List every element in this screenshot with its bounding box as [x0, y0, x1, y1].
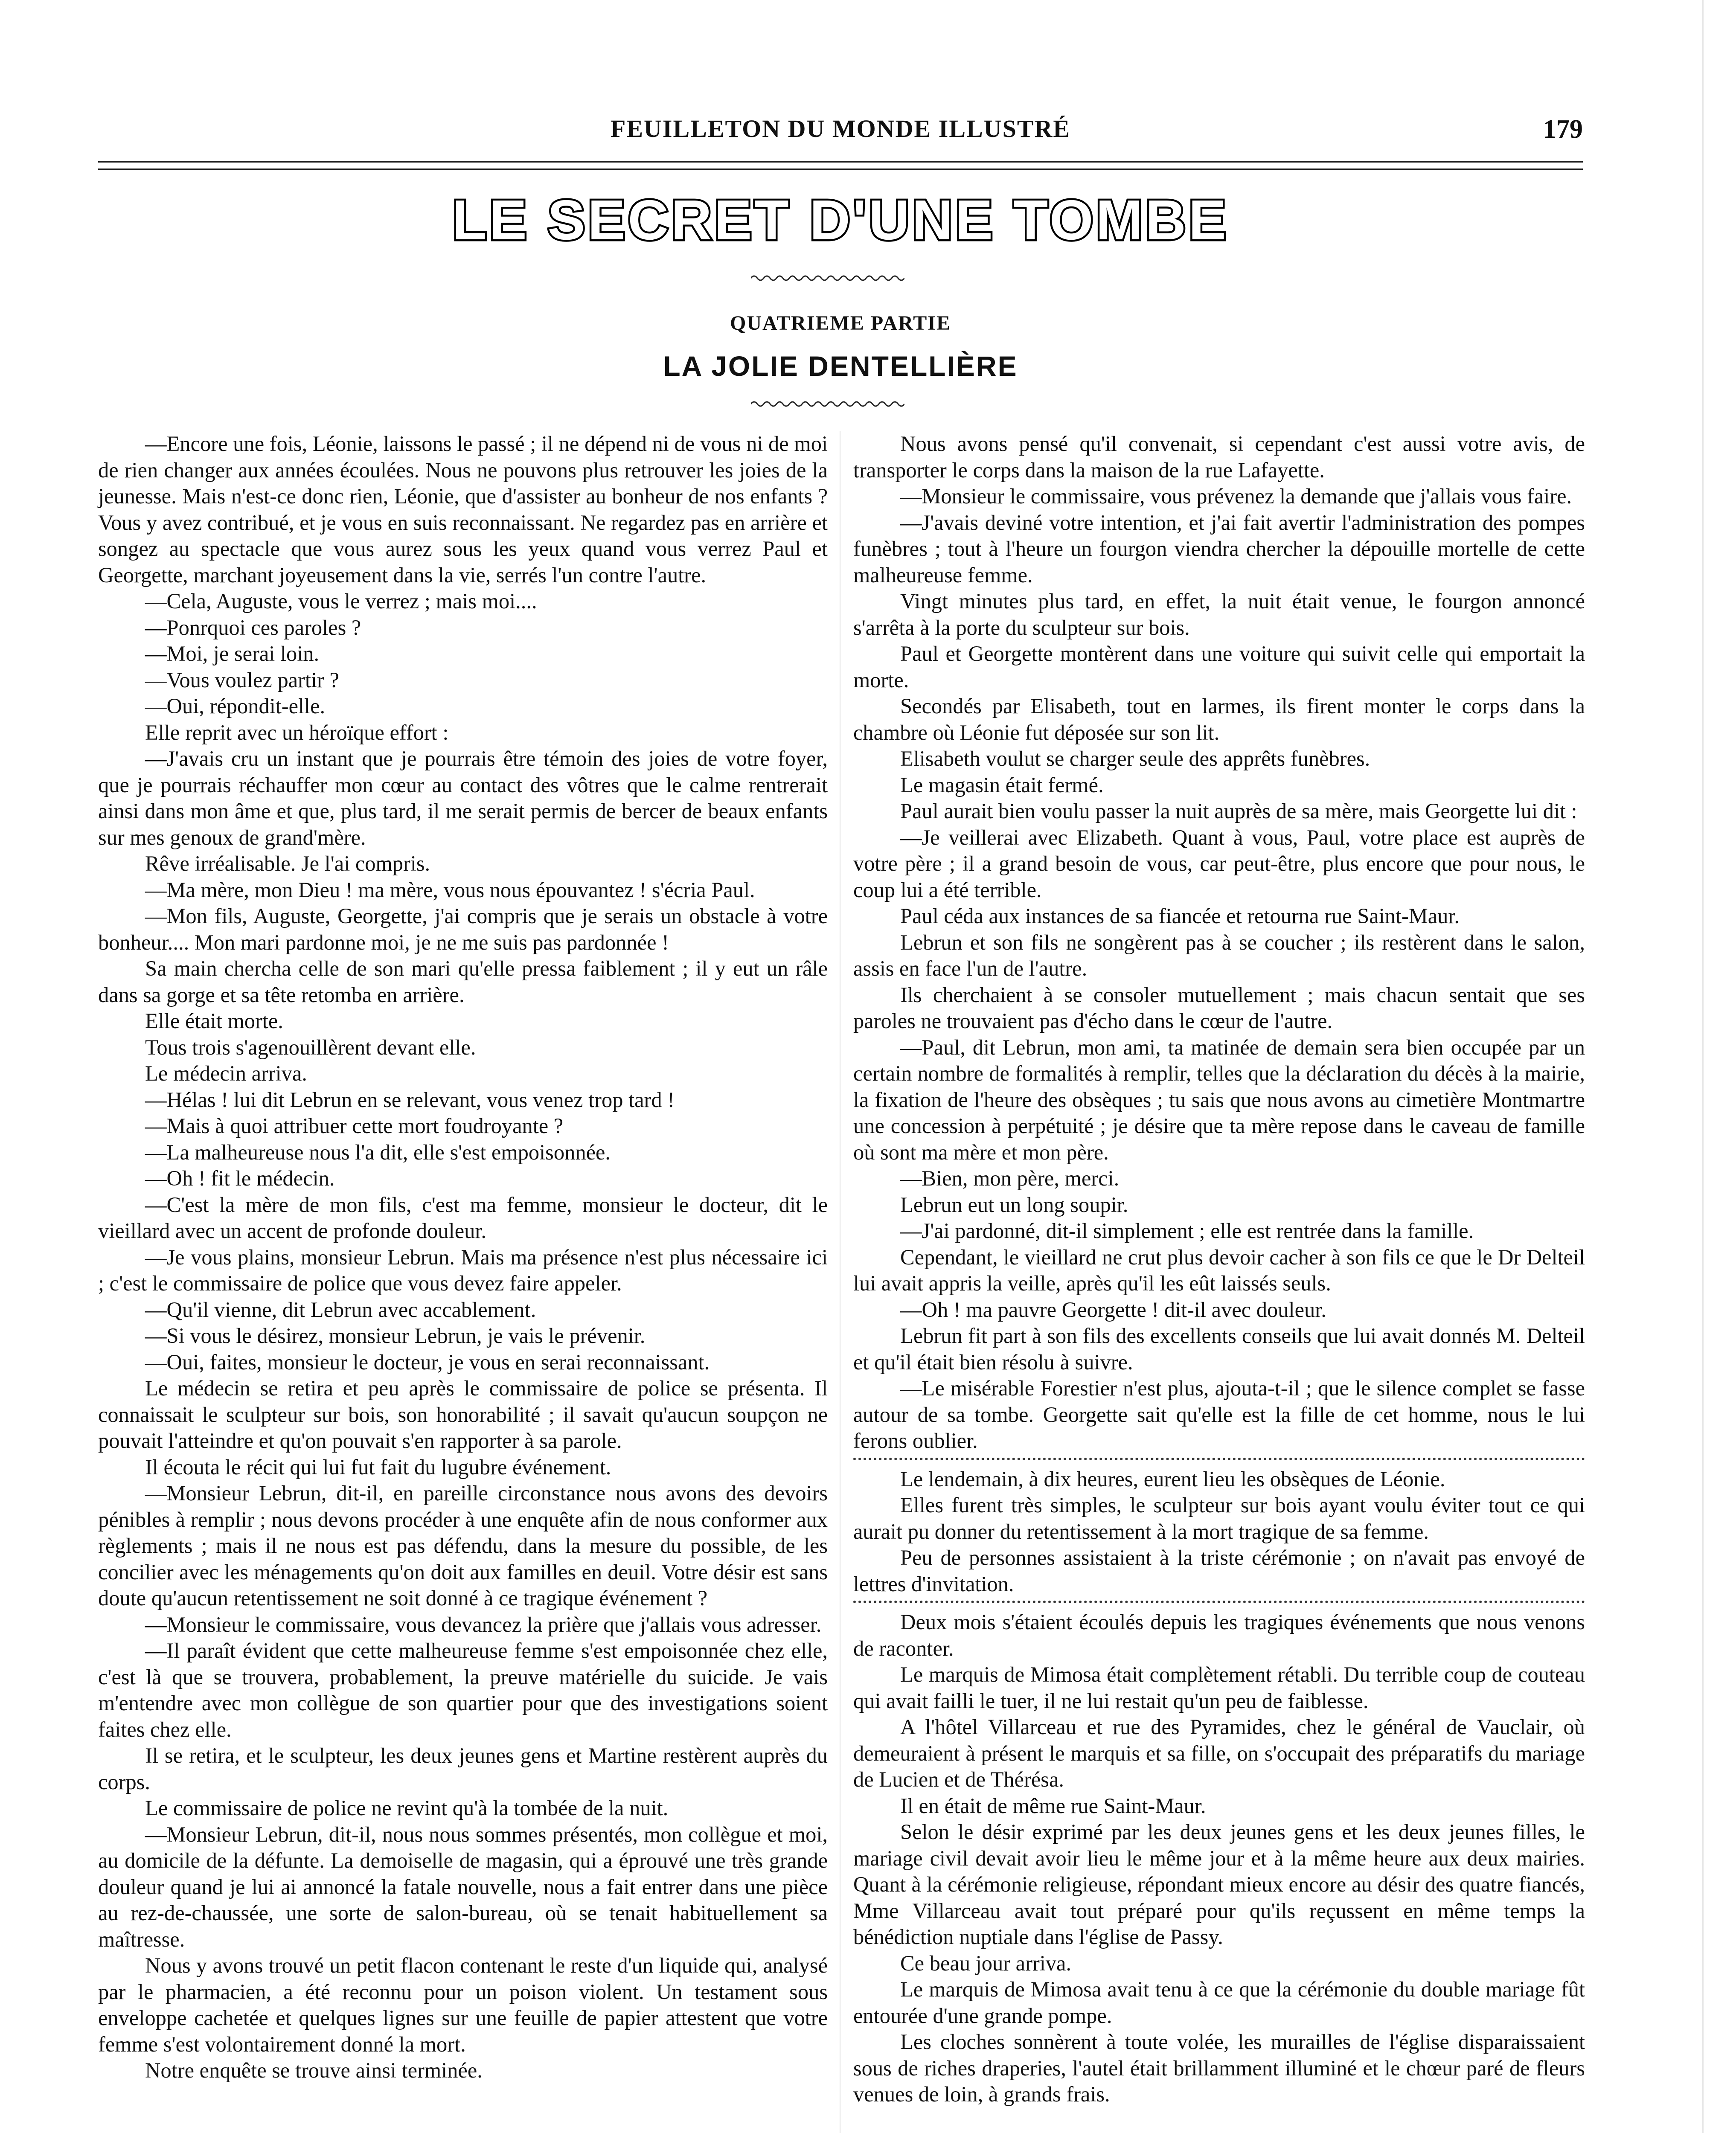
paragraph: Nous y avons trouvé un petit flacon contenant le reste d'un liquide qui, analysé par le pharmacien, a été reconnu pour un poison violent. Un testament sous enveloppe cachetée et quelques lignes sur une feuille de papier attestent que votre femme s'est volontairement donné la mort.: [98, 1953, 828, 2056]
paragraph: Notre enquête se trouve ainsi terminée.: [145, 2058, 483, 2082]
paragraph: —Bien, mon père, merci.: [900, 1166, 1120, 1190]
paragraph: Il écouta le récit qui lui fut fait du lugubre événement.: [145, 1455, 611, 1479]
paragraph: —C'est la mère de mon fils, c'est ma femme, monsieur le docteur, dit le vieillard avec un accent de profonde douleur.: [98, 1192, 828, 1243]
paragraph: —Il paraît évident que cette malheureuse femme s'est empoisonnée chez elle, c'est là que se trouvera, probablement, la preuve matérielle du suicide. Je vais m'entendre avec mon collègue de son quartier pour que des investigations soient faites chez elle.: [98, 1639, 828, 1741]
paragraph: Cependant, le vieillard ne crut plus devoir cacher à son fils ce que le Dr Delteil lui avait appris la veille, après qu'il les eût laissés seuls.: [853, 1245, 1585, 1295]
paragraph: Il se retira, et le sculpteur, les deux jeunes gens et Martine restèrent auprès du corps.: [98, 1744, 828, 1794]
section-dot-separator: [853, 1458, 1585, 1460]
paragraph: —Mon fils, Auguste, Georgette, j'ai compris que je serais un obstacle à votre bonheur.... Mon mari pardonne moi, je ne me suis pas pardonnée !: [98, 904, 828, 954]
paragraph: —Oui, faites, monsieur le docteur, je vous en serai reconnaissant.: [145, 1350, 710, 1374]
paragraph: Peu de personnes assistaient à la triste cérémonie ; on n'avait pas envoyé de lettres d'invitation.: [853, 1546, 1585, 1596]
paragraph: —Je vous plains, monsieur Lebrun. Mais ma présence n'est plus nécessaire ici ; c'est le commissaire de police que vous devez faire appeler.: [98, 1245, 828, 1295]
paragraph: Vingt minutes plus tard, en effet, la nuit était venue, le fourgon annoncé s'arrêta à la porte du sculpteur sur bois.: [853, 589, 1585, 639]
paragraph: Elisabeth voulut se charger seule des apprêts funèbres.: [900, 747, 1370, 770]
paragraph: Les cloches sonnèrent à toute volée, les murailles de l'église disparaissaient sous de riches draperies, l'autel était brillamment illuminé et le chœur paré de fleurs venues de loin, à grands frais.: [853, 2030, 1585, 2106]
paragraph: —Monsieur Lebrun, dit-il, en pareille circonstance nous avons des devoirs pénibles à remplir ; nous devons procéder à une enquête afin de nous conformer aux règlements ; mais il ne nous est pas défendu, dans la mesure du possible, de les concilier avec les ménagements qu'on doit aux familles en deuil. Votre désir est sans doute qu'aucun retentissement ne soit donné à ce tragique événement ?: [98, 1481, 828, 1610]
paragraph: Ce beau jour arriva.: [900, 1951, 1072, 1975]
paragraph: —Oh ! ma pauvre Georgette ! dit-il avec douleur.: [900, 1297, 1326, 1322]
paragraph: Lebrun et son fils ne songèrent pas à se coucher ; ils restèrent dans le salon, assis en face l'un de l'autre.: [853, 930, 1585, 980]
paragraph: Secondés par Elisabeth, tout en larmes, ils firent monter le corps dans la chambre où Léonie fut déposée sur son lit.: [853, 694, 1585, 744]
left-column: [98, 431, 828, 2084]
paragraph: —Ponrquoi ces paroles ?: [145, 615, 361, 639]
wavy-ornament-bottom: [751, 399, 904, 409]
paragraph: Tous trois s'agenouillèrent devant elle.: [145, 1035, 476, 1059]
paragraph: Lebrun fit part à son fils des excellents conseils que lui avait donnés M. Delteil et qu'il était bien résolu à suivre.: [853, 1324, 1585, 1374]
paragraph: —Mais à quoi attribuer cette mort foudroyante ?: [145, 1114, 564, 1138]
paragraph: Elle était morte.: [145, 1009, 283, 1033]
paragraph: —Moi, je serai loin.: [145, 642, 320, 665]
paragraph: —Monsieur Lebrun, dit-il, nous nous sommes présentés, mon collègue et moi, au domicile de la défunte. La demoiselle de magasin, qui a éprouvé une très grande douleur quand je lui ai annoncé la fatale nouvelle, nous a fait entrer dans une pièce au rez-de-chaussée, une sorte de salon-bureau, où se tenait habituellement sa maîtresse.: [98, 1822, 828, 1951]
paragraph: Il en était de même rue Saint-Maur.: [900, 1793, 1206, 1818]
paragraph: Elles furent très simples, le sculpteur sur bois ayant voulu éviter tout ce qui aurait pu donner du retentissement à la mort tragique de sa femme.: [853, 1493, 1585, 1543]
paragraph: —Monsieur le commissaire, vous prévenez la demande que j'allais vous faire.: [900, 484, 1572, 508]
header-double-rule: [98, 161, 1583, 170]
paragraph: —J'ai pardonné, dit-il simplement ; elle est rentrée dans la famille.: [900, 1219, 1474, 1243]
paragraph: Le commissaire de police ne revint qu'à la tombée de la nuit.: [145, 1796, 669, 1820]
paragraph: —Oui, répondit-elle.: [145, 694, 326, 718]
page-number: 179: [1543, 115, 1583, 144]
paragraph: Le médecin arriva.: [145, 1061, 307, 1085]
paragraph: Le lendemain, à dix heures, eurent lieu les obsèques de Léonie.: [900, 1467, 1445, 1491]
paragraph: Nous avons pensé qu'il convenait, si cependant c'est aussi votre avis, de transporter le corps dans la maison de la rue Lafayette.: [853, 432, 1585, 482]
paragraph: —Paul, dit Lebrun, mon ami, ta matinée de demain sera bien occupée par un certain nombre de formalités à remplir, telles que la déclaration du décès à la mairie, la fixation de l'heure des obsèques ; tu sais que nous avons au cimetière Montmartre une concession à perpétuité ; je désire que ta mère repose dans le caveau de famille où sont ma mère et mon père.: [853, 1035, 1585, 1164]
paragraph: Rêve irréalisable. Je l'ai compris.: [145, 851, 430, 875]
paragraph: —Monsieur le commissaire, vous devancez la prière que j'allais vous adresser.: [145, 1612, 822, 1636]
running-title: FEUILLETON DU MONDE ILLUSTRÉ: [610, 115, 1071, 142]
wavy-ornament-top: [751, 273, 904, 283]
paragraph: Lebrun eut un long soupir.: [900, 1192, 1128, 1217]
paragraph: A l'hôtel Villarceau et rue des Pyramides, chez le général de Vauclair, où demeuraient à présent le marquis et sa fille, on s'occupait des préparatifs du mariage de Lucien et de Thérésa.: [853, 1715, 1585, 1791]
paragraph: —Vous voulez partir ?: [145, 668, 339, 692]
paragraph: Ils cherchaient à se consoler mutuellement ; mais chacun sentait que ses paroles ne trouvaient pas d'écho dans le cœur de l'autre.: [853, 982, 1585, 1033]
right-column: [853, 431, 1585, 2108]
running-header: [98, 114, 1583, 153]
paragraph: —Hélas ! lui dit Lebrun en se relevant, vous venez trop tard !: [145, 1087, 675, 1112]
paragraph: —La malheureuse nous l'a dit, elle s'est empoisonnée.: [145, 1140, 611, 1164]
paragraph: Le marquis de Mimosa avait tenu à ce que la cérémonie du double mariage fût entourée d'une grande pompe.: [853, 1977, 1585, 2028]
chapter-subtitle: LA JOLIE DENTELLIÈRE: [663, 350, 1018, 382]
paragraph: —Oh ! fit le médecin.: [145, 1166, 335, 1190]
paragraph: Deux mois s'étaient écoulés depuis les tragiques événements que nous venons de raconter.: [853, 1610, 1585, 1660]
paragraph: Paul et Georgette montèrent dans une voiture qui suivit celle qui emportait la morte.: [853, 642, 1585, 692]
paragraph: Le marquis de Mimosa était complètement rétabli. Du terrible coup de couteau qui avait failli le tuer, il ne lui restait qu'un peu de faiblesse.: [853, 1662, 1585, 1713]
paragraph: Selon le désir exprimé par les deux jeunes gens et les deux jeunes filles, le mariage civil devait avoir lieu le même jour et à la même heure aux deux mairies. Quant à la cérémonie religieuse, répondant mieux encore au désir des quatre fiancés, Mme Villarceau avait tout préparé pour qu'ils reçussent en même temps la bénédiction nuptiale dans l'église de Passy.: [853, 1820, 1585, 1949]
paragraph: —J'avais deviné votre intention, et j'ai fait avertir l'administration des pompes funèbres ; tout à l'heure un fourgon viendra chercher la dépouille mortelle de cette malheureuse femme.: [853, 510, 1585, 587]
paragraph: Elle reprit avec un héroïque effort :: [145, 720, 449, 744]
paragraph: Le magasin était fermé.: [900, 773, 1104, 797]
paragraph: Paul céda aux instances de sa fiancée et retourna rue Saint-Maur.: [900, 904, 1460, 928]
paragraph: Sa main chercha celle de son mari qu'elle pressa faiblement ; il y eut un râle dans sa gorge et sa tête retomba en arrière.: [98, 956, 828, 1007]
paragraph: —Cela, Auguste, vous le verrez ; mais moi....: [145, 589, 537, 613]
part-heading: QUATRIEME PARTIE: [730, 312, 951, 334]
page-edge: [1702, 0, 1704, 2133]
paragraph: —Je veillerai avec Elizabeth. Quant à vous, Paul, votre place est auprès de votre père ; il a grand besoin de vous, car peut-être, plus encore que pour nous, le coup lui a été terrible.: [853, 825, 1585, 902]
paragraph: —Le misérable Forestier n'est plus, ajouta-t-il ; que le silence complet se fasse autour de sa tombe. Georgette sait qu'elle est la fille de cet homme, nous le lui ferons oublier.: [853, 1376, 1585, 1453]
paragraph: Paul aurait bien voulu passer la nuit auprès de sa mère, mais Georgette lui dit :: [900, 799, 1577, 823]
paragraph: —Si vous le désirez, monsieur Lebrun, je vais le prévenir.: [145, 1324, 646, 1348]
paragraph: —Ma mère, mon Dieu ! ma mère, vous nous épouvantez ! s'écria Paul.: [145, 878, 755, 902]
paragraph: —Qu'il vienne, dit Lebrun avec accablement.: [145, 1297, 536, 1322]
paragraph: Le médecin se retira et peu après le commissaire de police se présenta. Il connaissait le sculpteur sur bois, son honorabilité ; il savait qu'aucun soupçon ne pouvait l'atteindre et qu'on pouvait s'en rapporter à sa parole.: [98, 1376, 828, 1453]
paragraph: —Encore une fois, Léonie, laissons le passé ; il ne dépend ni de vous ni de moi de rien changer aux années écoulées. Nous ne pouvons plus retrouver les joies de la jeunesse. Mais n'est-ce donc rien, Léonie, que d'assister au bonheur de nos enfants ? Vous y avez contribué, et je vous en suis reconnaissant. Ne regardez pas en arrière et songez au spectacle que vous aurez sous les yeux quand vous verrez Paul et Georgette, marchant joyeusement dans la vie, serrés l'un contre l'autre.: [98, 432, 828, 587]
section-dot-separator: [853, 1601, 1585, 1603]
paragraph: —J'avais cru un instant que je pourrais être témoin des joies de votre foyer, que je pourrais réchauffer mon cœur au contact des vôtres que le calme rentrerait ainsi dans mon âme et que, plus tard, il me serait permis de bercer de beaux enfants sur mes genoux de grand'mère.: [98, 747, 828, 849]
feuilleton-title: LE SECRET D'UNE TOMBE: [452, 189, 1229, 251]
